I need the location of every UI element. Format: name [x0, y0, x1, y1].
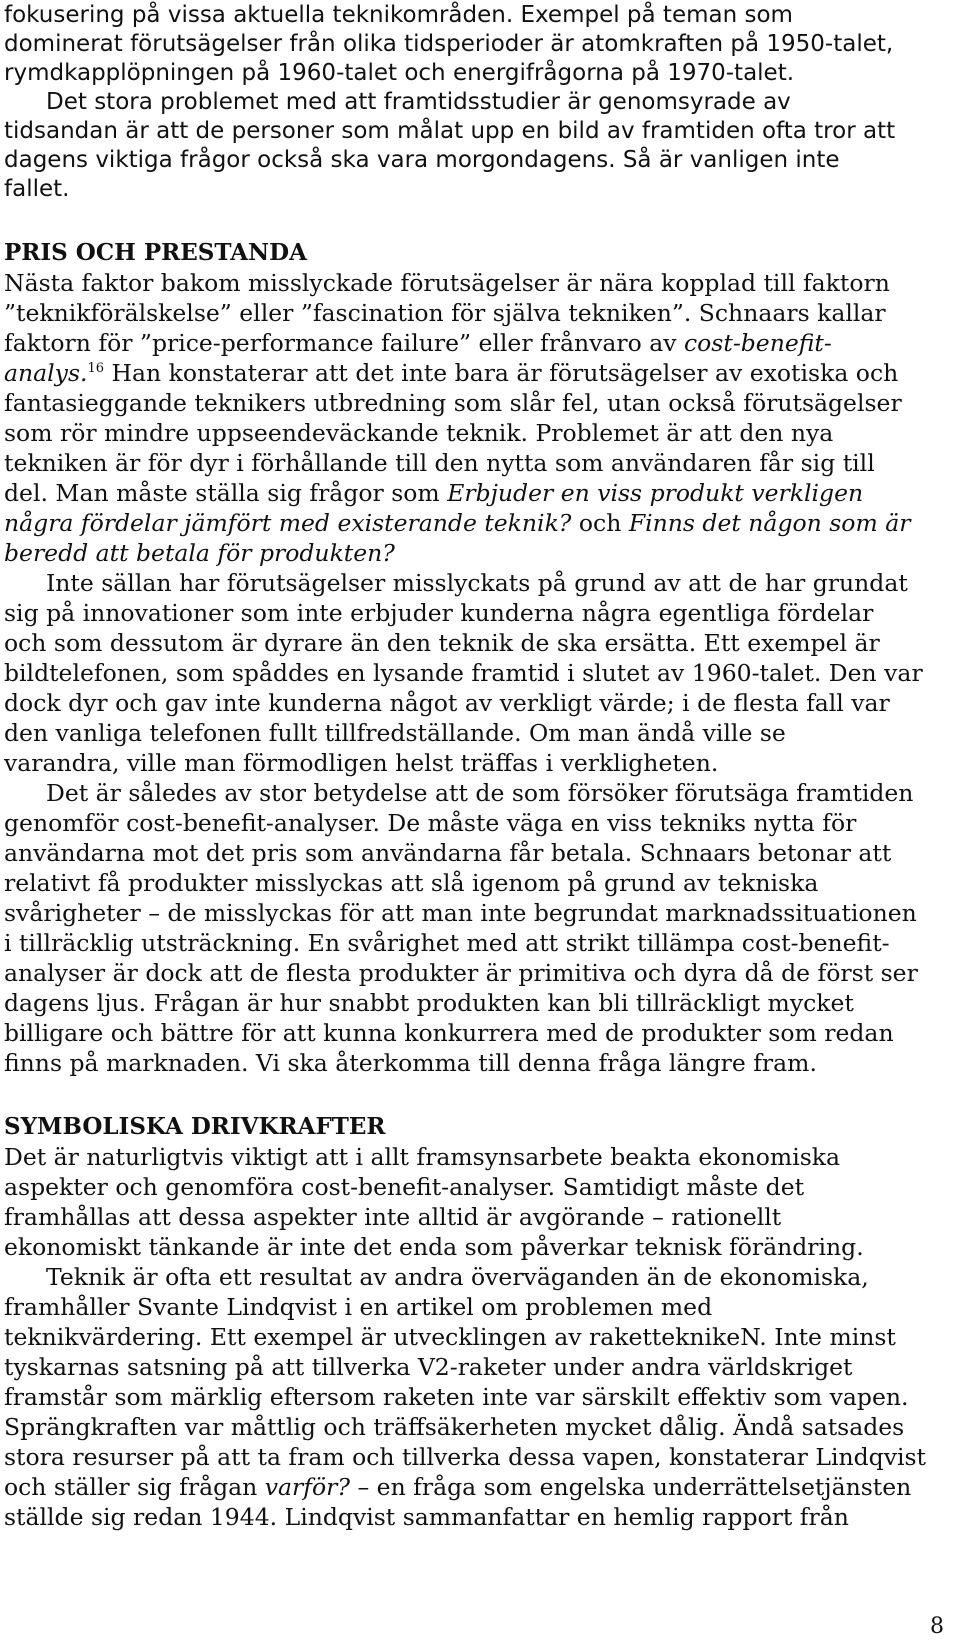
italic-run: Finns det någon som är	[628, 509, 911, 537]
text-line: dominerat förutsägelser från olika tidsperioder är atomkraften på 1950-talet,	[4, 31, 894, 57]
section-heading: PRIS OCH PRESTANDA	[4, 239, 307, 266]
text-line: den vanliga telefonen fullt tillfredställande. Om man ändå ville se	[4, 719, 786, 747]
text-line: användarna mot det pris som användarna får betala. Schnaars betonar att	[4, 839, 892, 867]
text-line: framhåller Svante Lindqvist i en artikel om problemen med	[4, 1293, 713, 1321]
text-line: ställde sig redan 1944. Lindqvist sammanfattar en hemlig rapport från	[4, 1503, 849, 1531]
text-line: framstår som märklig eftersom raketen inte var särskilt effektiv som vapen.	[4, 1383, 909, 1411]
text-line: i tillräcklig utsträckning. En svårighet med att strikt tillämpa cost-benefit-	[4, 929, 890, 957]
text-line: fallet.	[4, 176, 70, 202]
text-line: stora resurser på att ta fram och tillverka dessa vapen, konstaterar Lindqvist	[4, 1443, 926, 1471]
text-line: billigare och bättre för att kunna konkurrera med de produkter som redan	[4, 1019, 894, 1047]
text-line: Det är således av stor betydelse att de som försöker förutsäga framtiden	[46, 779, 914, 807]
section-heading: SYMBOLISKA DRIVKRAFTER	[4, 1113, 386, 1140]
text-line: beredd att betala för produkten?	[4, 539, 395, 567]
text-line: ”teknikförälskelse” eller ”fascination för själva tekniken”. Schnaars kallar	[4, 299, 886, 327]
text-line: Inte sällan har förutsägelser misslyckats på grund av att de har grundat	[46, 569, 908, 597]
text-line: och som dessutom är dyrare än den teknik de ska ersätta. Ett exempel är	[4, 629, 880, 657]
text-line: finns på marknaden. Vi ska återkomma till denna fråga längre fram.	[4, 1049, 817, 1077]
text-line: Teknik är ofta ett resultat av andra överväganden än de ekonomiska,	[46, 1263, 869, 1291]
text-line: bildtelefonen, som spåddes en lysande framtid i slutet av 1960-talet. Den var	[4, 659, 923, 687]
footnote-marker: 16	[87, 361, 105, 377]
text-run: – en fråga som engelska underrättelsetjänsten	[349, 1473, 912, 1501]
text-run: och	[571, 509, 629, 537]
text-line	[4, 358, 954, 388]
text-line	[4, 328, 954, 358]
text-line: sig på innovationer som inte erbjuder kunderna några egentliga fördelar	[4, 599, 874, 627]
text-run: faktorn för ”price-performance failure” eller frånvaro av	[4, 329, 684, 357]
text-line: Nästa faktor bakom misslyckade förutsägelser är nära kopplad till faktorn	[4, 269, 890, 297]
text-line: teknikvärdering. Ett exempel är utvecklingen av raketteknikeN. Inte minst	[4, 1323, 896, 1351]
text-line: tekniken är för dyr i förhållande till den nytta som användaren får sig till	[4, 449, 875, 477]
text-line: analyser är dock att de flesta produkter är primitiva och dyra då de först ser	[4, 959, 918, 987]
text-line: dock dyr och gav inte kunderna något av verkligt värde; i de flesta fall var	[4, 689, 890, 717]
text-line: varandra, ville man förmodligen helst träffas i verkligheten.	[4, 749, 719, 777]
italic-run: Erbjuder en viss produkt verkligen	[447, 479, 864, 507]
text-line: aspekter och genomföra cost-benefit-analyser. Samtidigt måste det	[4, 1173, 805, 1201]
text-run: del. Man måste ställa sig frågor som	[4, 479, 448, 507]
text-line: ekonomiskt tänkande är inte det enda som påverkar teknisk förändring.	[4, 1233, 864, 1261]
text-line: som rör mindre uppseendeväckande teknik. Problemet är att den nya	[4, 419, 834, 447]
text-line: relativt få produkter misslyckas att slå igenom på grund av tekniska	[4, 869, 819, 897]
italic-run: cost-benefit-	[684, 329, 832, 357]
text-run: och ställer sig frågan	[4, 1473, 265, 1501]
text-line: svårigheter – de misslyckas för att man inte begrundat marknadssituationen	[4, 899, 917, 927]
text-line: fantasieggande teknikers utbredning som slår fel, utan också förutsägelser	[4, 389, 902, 417]
text-line: fokusering på vissa aktuella teknikområden. Exempel på teman som	[4, 2, 793, 28]
text-line: dagens viktiga frågor också ska vara morgondagens. Så är vanligen inte	[4, 147, 840, 173]
text-line: Det är naturligtvis viktigt att i allt framsynsarbete beakta ekonomiska	[4, 1143, 841, 1171]
text-line: dagens ljus. Frågan är hur snabbt produkten kan bli tillräckligt mycket	[4, 989, 854, 1017]
page-number: 8	[930, 1614, 944, 1639]
italic-run: några fördelar jämfört med existerande teknik?	[4, 509, 572, 537]
text-line: Sprängkraften var måttlig och träffsäkerheten mycket dålig. Ändå satsades	[4, 1413, 905, 1441]
text-line	[4, 478, 954, 508]
text-line: framhållas att dessa aspekter inte alltid är avgörande – rationellt	[4, 1203, 782, 1231]
text-line	[4, 508, 954, 538]
text-run: Han konstaterar att det inte bara är förutsägelser av exotiska och	[104, 359, 899, 387]
text-line: rymdkapplöpningen på 1960-talet och energifrågorna på 1970-talet.	[4, 60, 795, 86]
text-line: tyskarnas satsning på att tillverka V2-raketer under andra världskriget	[4, 1353, 853, 1381]
italic-run: varför?	[264, 1473, 350, 1501]
text-line: Det stora problemet med att framtidsstudier är genomsyrade av	[46, 89, 791, 115]
text-line: genomför cost-benefit-analyser. De måste väga en viss tekniks nytta för	[4, 809, 857, 837]
text-line: tidsandan är att de personer som målat upp en bild av framtiden ofta tror att	[4, 118, 896, 144]
text-line	[4, 1472, 954, 1502]
italic-run: analys.	[4, 359, 88, 387]
